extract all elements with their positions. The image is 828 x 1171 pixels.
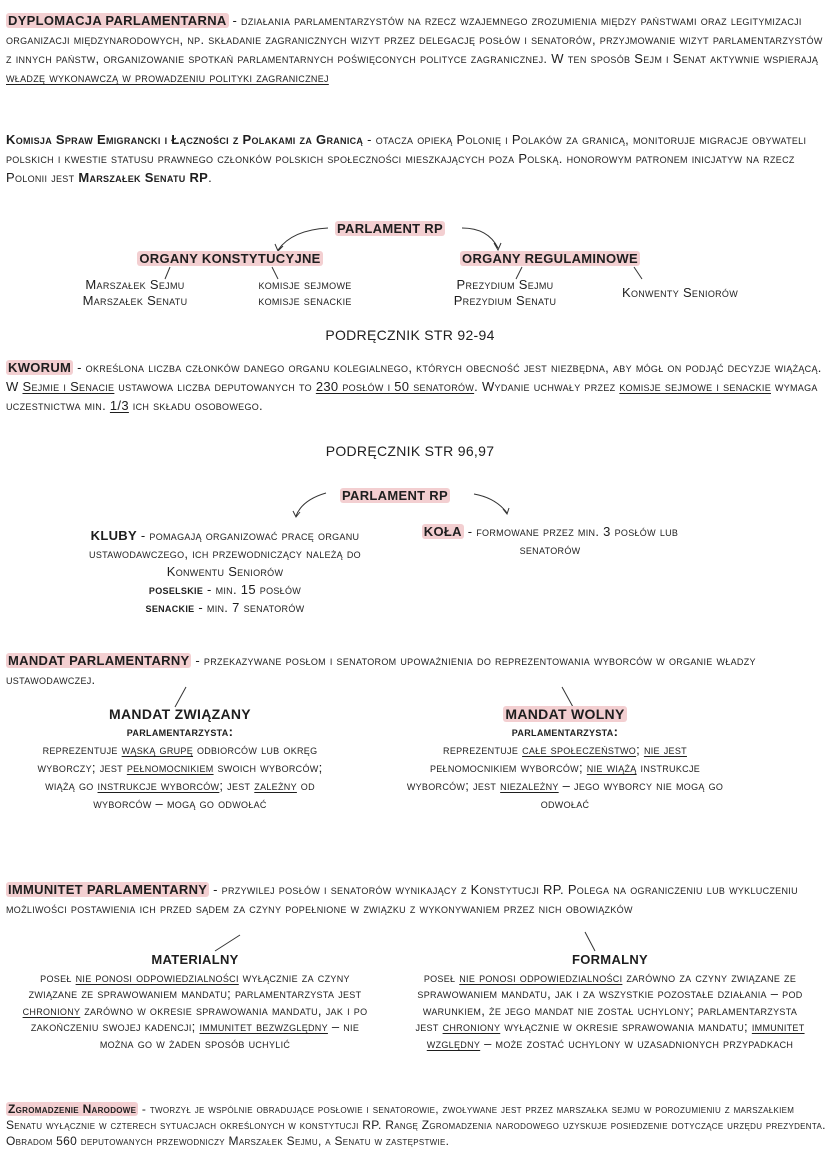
text-segment: ustawowa liczba deputowanych to [114, 379, 316, 394]
text-segment: - otacza opieką Polonię i Polaków za granicą, monitoruje migracje obywateli polskich i kwestie statusu prawnego członków polskich społeczności mieszkających poza Polską. honorowym patronem inicjatyw na rzecz Polonii jest [6, 132, 807, 185]
mandat-zwiazany-body [30, 741, 330, 813]
underlined-phrase: Sejmie i Senacie [22, 379, 115, 394]
underlined-phrase: instrukcje wyborców [97, 778, 220, 793]
paragraph-dyplomacja [6, 11, 824, 87]
text-segment: poseł [40, 969, 76, 985]
textbook-reference-1: PODRĘCZNIK STR 92-94 [325, 327, 495, 343]
highlighted-term: Zgromadzenie Narodowe [8, 1102, 137, 1116]
underlined-phrase: 230 posłów i 50 senatorów [315, 379, 475, 394]
text-segment: . [208, 170, 213, 185]
underlined-phrase: pełnomocnikiem [126, 760, 214, 775]
text-segment: poseł [423, 969, 460, 985]
mandat-zwiazany-subtitle: parlamentarzysta: [126, 724, 234, 739]
text-segment: – nie można go w żaden sposób uchylić [99, 1019, 360, 1051]
underlined-phrase: komisje sejmowe i senackie [619, 379, 772, 394]
mandat-zwiazany-title: MANDAT ZWIĄZANY [109, 706, 251, 722]
kola-block [410, 523, 690, 559]
underlined-phrase: niezależny [500, 778, 559, 793]
highlighted-term: DYPLOMACJA PARLAMENTARNA [8, 13, 227, 28]
paragraph-komisja [6, 130, 824, 187]
underlined-phrase: chroniony [442, 1019, 501, 1034]
underlined-phrase: nie wiążą [586, 760, 637, 775]
immunitet-materialny [20, 952, 370, 1052]
paragraph-zgromadzenie [6, 1101, 828, 1149]
diagram1-left-items-b [225, 277, 385, 309]
text-segment: wymaga uczestnictwa min. [6, 379, 818, 413]
diagram1-right-items-a [420, 277, 590, 309]
highlighted-term: KOŁA [423, 524, 462, 539]
underlined-phrase: 1/3 [109, 398, 129, 413]
kluby-text [85, 527, 365, 581]
root-label: PARLAMENT RP [342, 488, 448, 503]
text-segment: zarówno za czyny związane ze sprawowaniem mandatu, jak i za wszystkie pozostałe działania – pod warunkiem, że jego mandat nie został uchylony; parlamentarzysta jest [415, 969, 803, 1034]
underlined-phrase: zależny [254, 778, 297, 793]
diagram1-right-items-b [590, 283, 770, 302]
diagram1-left-title [110, 249, 350, 268]
item: Prezydium Senatu [453, 293, 557, 308]
text-segment: wyłącznie za czyny związane ze sprawowaniem mandatu; parlamentarzysta jest [28, 969, 362, 1001]
highlighted-term: KWORUM [8, 360, 72, 375]
arrow-icon [585, 932, 595, 951]
kluby-block [85, 527, 365, 617]
title-label: ORGANY REGULAMINOWE [462, 251, 638, 266]
diagram2-root [310, 486, 480, 505]
item: Prezydium Sejmu [456, 277, 554, 292]
underlined-phrase: chroniony [22, 1002, 81, 1018]
item: Marszałek Senatu [82, 293, 188, 308]
bold-term: Komisja Spraw Emigrancki i Łączności z Polakami za Granicą [6, 132, 364, 147]
text-segment: - min. 15 posłów [203, 582, 302, 597]
arrow-icon [175, 687, 186, 707]
item: Konwenty Seniorów [621, 285, 739, 300]
item: Marszałek Sejmu [85, 277, 185, 292]
text-segment: - min. 7 senatorów [194, 600, 305, 615]
text-segment: reprezentuje [42, 742, 122, 757]
item: komisje senackie [258, 293, 352, 308]
text-segment: swoich wyborców; wiążą go [45, 760, 323, 793]
text-segment: reprezentuje [443, 742, 523, 757]
mandat-wolny-title: MANDAT WOLNY [505, 706, 625, 722]
arrow-icon [634, 267, 642, 279]
highlighted-term: MANDAT PARLAMENTARNY [8, 653, 190, 668]
formalny-body [410, 970, 810, 1053]
root-label: PARLAMENT RP [337, 221, 443, 236]
text-segment: – jego wyborcy nie mogą go odwołać [540, 778, 724, 811]
text-segment: wyłącznie w okresie sprawowania mandatu; [500, 1019, 752, 1034]
underlined-phrase: nie jest [643, 742, 687, 757]
text-segment: . Wydanie uchwały przez [474, 379, 620, 394]
mandat-wolny-subtitle: parlamentarzysta: [511, 724, 619, 739]
materialny-title: MATERIALNY [151, 952, 239, 967]
underlined-phrase: wąską grupę [121, 742, 194, 757]
text-segment: – może zostać uchylony w uzasadnionych przypadkach [480, 1035, 794, 1051]
text-segment: od wyborców – mogą go odwołać [93, 778, 315, 811]
kluby-poselskie [85, 581, 365, 599]
text-segment: - formowane przez min. 3 posłów lub senatorów [463, 524, 679, 557]
underlined-phrase: nie ponosi odpowiedzialności [459, 969, 623, 985]
item: komisje sejmowe [258, 277, 352, 292]
text-segment: ; jest [219, 778, 255, 793]
diagram1-right-title [420, 249, 680, 268]
underlined-phrase: władzę wykonawczą w prowadzeniu polityki zagranicznej [6, 70, 329, 85]
paragraph-mandat [6, 651, 776, 689]
mandat-zwiazany [30, 705, 330, 813]
bold-term: poselskie [148, 582, 204, 597]
text-segment: ; [636, 742, 644, 757]
text-segment: odbiorców lub okręg wyborczy; jest [37, 742, 318, 775]
underlined-phrase: całe społeczeństwo [522, 742, 637, 757]
highlighted-term: IMMUNITET PARLAMENTARNY [8, 882, 208, 897]
immunitet-formalny [410, 952, 810, 1052]
bold-term: senackie [145, 600, 195, 615]
underlined-phrase: immunitet względny [426, 1019, 805, 1051]
text-segment: - działania parlamentarzystów na rzecz wzajemnego zrozumienia między państwami oraz legitymizacji organizacji międzynarodowych, np. składanie zagranicznych wizyt przez delegację posłów i senatorów, przyjmowanie wizyt parlamentarzystów z innych państw, organizowanie spotkań parlamentarnych poświęconych polityce zagranicznej. W ten sposób Sejm i Senat aktywnie wspierają [6, 13, 823, 66]
text-segment: - przywilej posłów i senatorów wynikający z Konstytucji RP. Polega na ograniczeniu lub wykluczeniu możliwości postawienia ich przed sądem za czyny popełnione w związku z wykonywaniem przez nich obowiązków [6, 882, 798, 916]
materialny-body [20, 970, 370, 1053]
bold-term: KLUBY [90, 528, 137, 543]
arrow-icon [215, 935, 240, 951]
formalny-title: FORMALNY [571, 952, 649, 967]
underlined-phrase: nie ponosi odpowiedzialności [75, 969, 239, 985]
textbook-reference-2: PODRĘCZNIK STR 96,97 [325, 443, 495, 459]
text-segment: - określona liczba członków danego organu kolegialnego, których obecność jest niezbędna, aby mógł on podjąć decyzje wiążącą. W [6, 360, 822, 394]
text-segment: - tworzył je wspólnie obradujące posłowie i senatorowie, zwoływane jest przez marszałka sejmu w porozumieniu z marszałkiem Senatu wyłącznie w czterech sytuacjach określonych w konstytucji RP. Rangę Zgromadzenia narodowego uzyskuje posiedzenie dotyczące urzędu prezydenta. Obradom 560 deputowanych przewodniczy Marszałek Sejmu, a Senatu w zastępstwie. [6, 1102, 826, 1148]
mandat-wolny [405, 705, 725, 813]
diagram1-left-items-a [50, 277, 220, 309]
text-segment: zarówno w okresie sprawowania mandatu, jak i po zakończeniu swojej kadencji; [30, 1002, 368, 1034]
mandat-wolny-body [405, 741, 725, 813]
text-segment: instrukcje wyborców; jest [406, 760, 701, 793]
text-segment: ich składu osobowego. [128, 398, 263, 413]
kluby-senackie [85, 599, 365, 617]
bold-term: Marszałek Senatu RP [78, 170, 209, 185]
diagram1-root [300, 219, 480, 238]
arrow-icon [562, 687, 573, 707]
text-segment: pełnomocnikiem wyborców; [429, 760, 587, 775]
paragraph-kworum [6, 358, 828, 415]
paragraph-immunitet [6, 880, 828, 918]
title-label: ORGANY KONSTYTUCYJNE [139, 251, 321, 266]
underlined-phrase: immunitet bezwzględny [199, 1019, 328, 1034]
text-segment: - przekazywane posłom i senatorom upoważnienia do reprezentowania wyborców w organie władzy ustawodawczej. [6, 653, 756, 687]
text-segment: - pomagają organizować pracę organu ustawodawczego, ich przewodniczący należą do Konwentu Seniorów [89, 528, 361, 579]
